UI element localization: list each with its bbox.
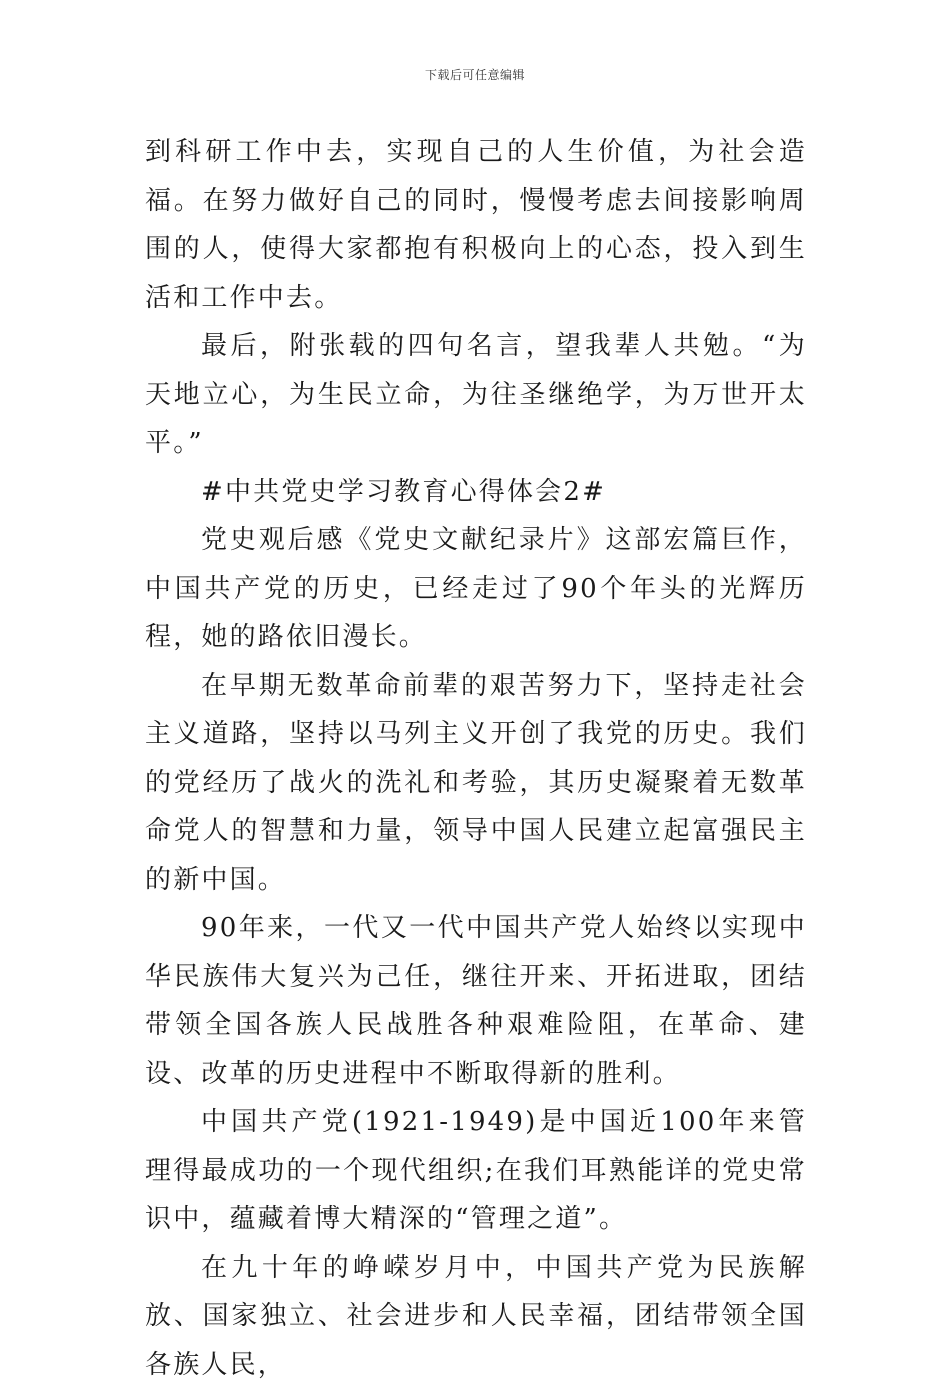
paragraph: 90年来，一代又一代中国共产党人始终以实现中华民族伟大复兴为己任，继往开来、开拓进取，团结带领全国各族人民战胜各种艰难险阻，在革命、建设、改革的历史进程中不断取得新的胜利。 — [145, 904, 807, 1098]
page-header: 下载后可任意编辑 — [0, 66, 950, 83]
paragraph: 在早期无数革命前辈的艰苦努力下，坚持走社会主义道路，坚持以马列主义开创了我党的历史。我们的党经历了战火的洗礼和考验，其历史凝聚着无数革命党人的智慧和力量，领导中国人民建立起富强民主的新中国。 — [145, 662, 807, 905]
paragraph: 最后，附张载的四句名言，望我辈人共勉。“为天地立心，为生民立命，为往圣继绝学，为万世开太平。” — [145, 322, 807, 468]
document-body — [145, 128, 807, 1389]
paragraph: 党史观后感《党史文献纪录片》这部宏篇巨作，中国共产党的历史，已经走过了90个年头的光辉历程，她的路依旧漫长。 — [145, 516, 807, 662]
paragraph: 中国共产党(1921-1949)是中国近100年来管理得最成功的一个现代组织;在我们耳熟能详的党史常识中，蕴藏着博大精深的“管理之道”。 — [145, 1098, 807, 1244]
paragraph: 到科研工作中去，实现自己的人生价值，为社会造福。在努力做好自己的同时，慢慢考虑去间接影响周围的人，使得大家都抱有积极向上的心态，投入到生活和工作中去。 — [145, 128, 807, 322]
paragraph: 在九十年的峥嵘岁月中，中国共产党为民族解放、国家独立、社会进步和人民幸福，团结带领全国各族人民， — [145, 1244, 807, 1389]
section-heading: #中共党史学习教育心得体会2# — [145, 468, 807, 517]
